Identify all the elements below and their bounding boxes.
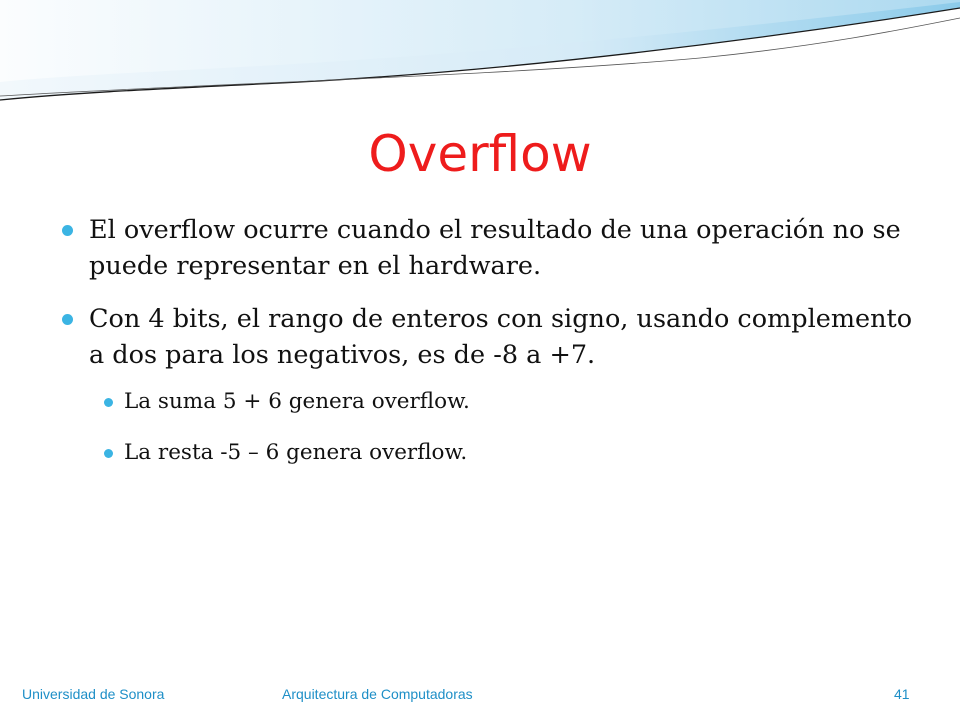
bullet-dot-icon bbox=[62, 314, 73, 325]
footer-page-number: 41 bbox=[894, 686, 910, 702]
slide-title: Overflow bbox=[368, 125, 592, 183]
sub-bullet-item bbox=[104, 387, 922, 417]
bullet-text: El overflow ocurre cuando el resultado de una operación no se puede representar en el hardware. bbox=[89, 215, 901, 281]
bullet-item bbox=[62, 212, 922, 284]
bullet-dot-icon bbox=[104, 398, 113, 407]
sub-bullet-text: La resta -5 – 6 genera overflow. bbox=[124, 440, 468, 465]
sub-bullet-text: La suma 5 + 6 genera overflow. bbox=[124, 389, 470, 414]
sub-bullet-item bbox=[104, 438, 922, 468]
bullet-dot-icon bbox=[62, 225, 73, 236]
slide-content bbox=[62, 212, 922, 489]
bullet-dot-icon bbox=[104, 449, 113, 458]
footer-institution: Universidad de Sonora bbox=[22, 686, 165, 702]
footer-course: Arquitectura de Computadoras bbox=[282, 686, 473, 702]
bullet-item bbox=[62, 301, 922, 373]
header-wave-decoration bbox=[0, 0, 960, 110]
bullet-text: Con 4 bits, el rango de enteros con signo, usando complemento a dos para los negativos, es de -8 a +7. bbox=[89, 304, 913, 370]
